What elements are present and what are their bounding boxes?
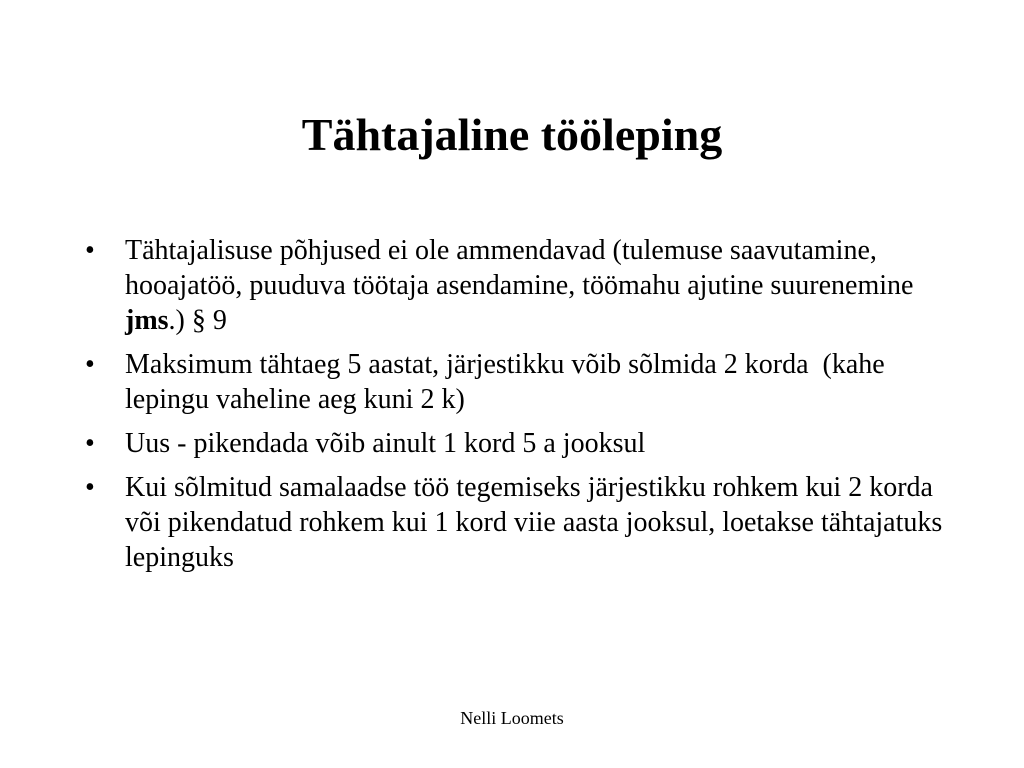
- bullet-item-2: [85, 347, 945, 417]
- bullet-dot-icon: •: [85, 349, 95, 380]
- bullet-dot-icon: •: [85, 428, 95, 459]
- bullet-text-1-bold: jms: [125, 305, 169, 336]
- bullet-text-3: Uus - pikendada võib ainult 1 kord 5 a jooksul: [125, 428, 646, 459]
- bullet-dot-icon: •: [85, 235, 95, 266]
- slide-title: Tähtajaline tööleping: [301, 109, 723, 160]
- slide-footer: Nelli Loomets: [460, 708, 564, 728]
- bullet-list: [85, 233, 945, 584]
- bullet-item-1: [85, 233, 945, 338]
- bullet-item-3: [85, 426, 945, 461]
- bullet-text-4: Kui sõlmitud samalaadse töö tegemiseks järjestikku rohkem kui 2 korda või pikendatud rohkem kui 1 kord viie aasta jooksul, loetakse tähtajatuks lepinguks: [125, 472, 943, 573]
- bullet-text-1b: .) § 9: [168, 305, 227, 336]
- bullet-text-1a: Tähtajalisuse põhjused ei ole ammendavad (tulemuse saavutamine, hooajatöö, puuduva töötaja asendamine, töömahu ajutine suurenemine: [125, 235, 914, 301]
- bullet-text-2: Maksimum tähtaeg 5 aastat, järjestikku võib sõlmida 2 korda (kahe lepingu vaheline aeg kuni 2 k): [125, 349, 892, 415]
- bullet-dot-icon: •: [85, 472, 95, 503]
- bullet-item-4: [85, 470, 945, 575]
